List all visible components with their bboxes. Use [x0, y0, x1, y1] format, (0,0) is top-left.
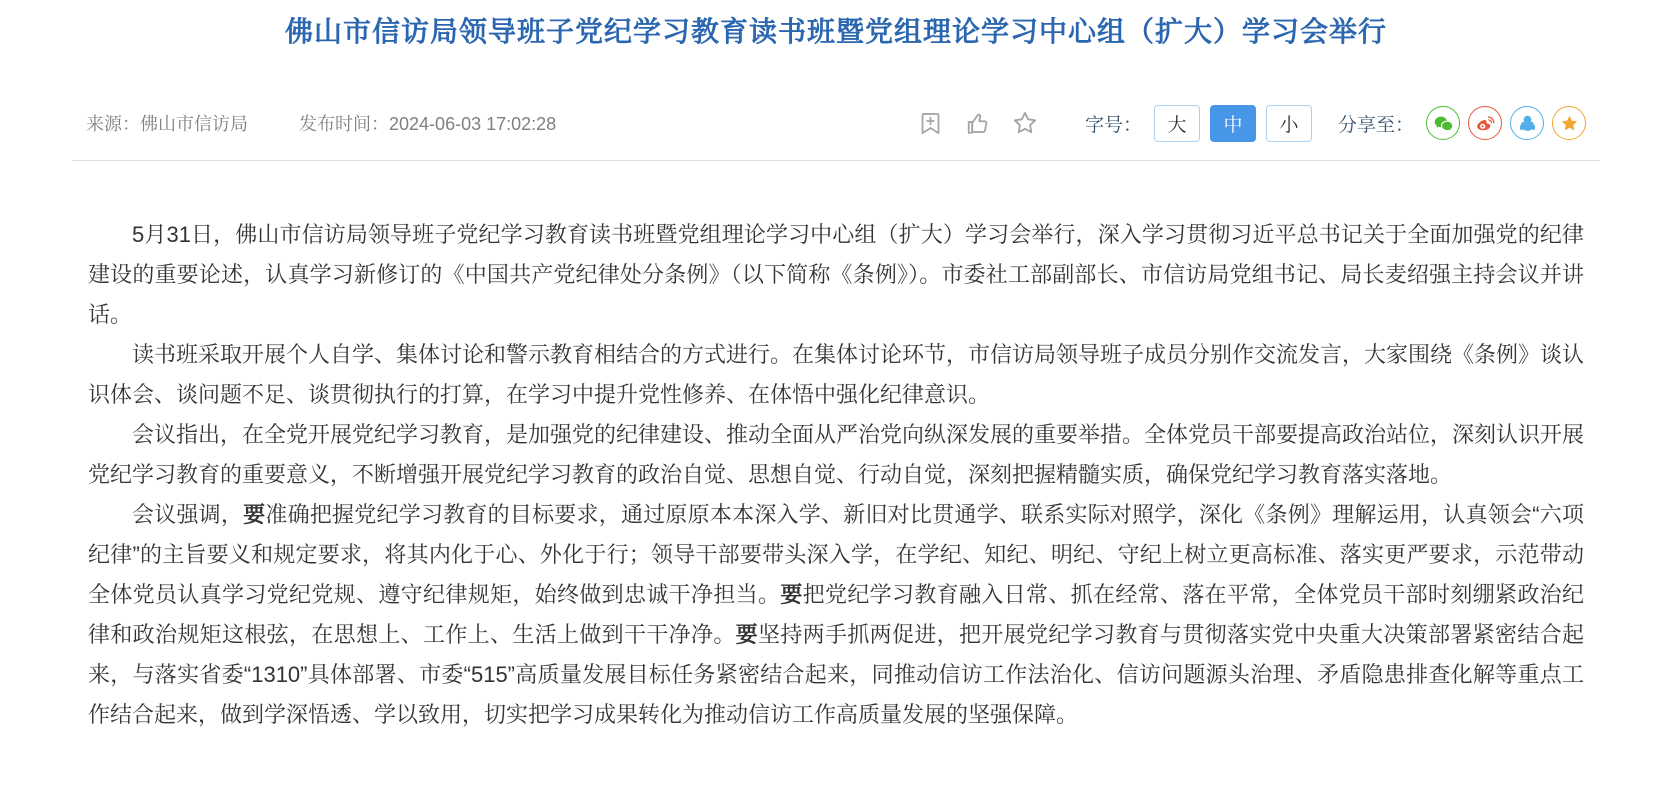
favorite-star-button[interactable] — [1011, 109, 1039, 137]
source-label: 来源： — [86, 114, 140, 134]
star-icon — [1011, 109, 1039, 137]
qzone-share-icon[interactable] — [1552, 106, 1586, 140]
text-segment: 把党纪学习教育融入日常、抓在经常、落在平常，全体党员干部时刻绷紧政治纪律和政治规矩这根弦，在思想上、工作上、生活上做到干干净净。 — [88, 582, 1584, 647]
text-segment: 会议指出，在全党开展党纪学习教育，是加强党的纪律建设、推动全面从严治党向纵深发展的重要举措。全体党员干部要提高政治站位，深刻认识开展党纪学习教育的重要意义，不断增强开展党纪学习教育的政治自觉、思想自觉、行动自觉，深刻把握精髓实质，确保党纪学习教育落实落地。 — [88, 422, 1585, 487]
wechat-logo-icon — [1433, 113, 1454, 134]
weibo-share-icon[interactable] — [1468, 106, 1502, 140]
page-title: 佛山市信访局领导班子党纪学习教育读书班暨党组理论学习中心组（扩大）学习会举行 — [284, 16, 1387, 47]
bookmark-add-button[interactable] — [917, 110, 944, 137]
thumbs-up-icon — [964, 110, 991, 137]
meta-bar — [72, 103, 1600, 143]
article-toolbar — [917, 105, 1586, 142]
source-value: 佛山市信访局 — [140, 114, 248, 134]
text-segment: 读书班采取开展个人自学、集体讨论和警示教育相结合的方式进行。在集体讨论环节，市信访局领导班子成员分别作交流发言，大家围绕《条例》谈认识体会、谈问题不足、谈贯彻执行的打算，在学习中提升党性修养、在体悟中强化纪律意识。 — [88, 342, 1585, 407]
text-segment: 坚持两手抓两促进，把开展党纪学习教育与贯彻落实党中央重大决策部署紧密结合起来，与落实省委“1310”具体部署、市委“515”高质量发展目标任务紧密结合起来，同推动信访工作法治化、信访问题源头治理、矛盾隐患排查化解等重点工作结合起来，做到学深悟透、学以致用，切实把学习成果转化为推动信访工作高质量发展的坚强保障。 — [88, 622, 1584, 727]
share-icons — [1426, 106, 1586, 140]
bold-text-segment: 要 — [735, 622, 758, 647]
publish-time-label: 发布时间： — [299, 114, 390, 134]
thumbs-up-button[interactable] — [964, 110, 991, 137]
text-segment: 准确把握党纪学习教育的目标要求，通过原原本本深入学、新旧对比贯通学、联系实际对照学，深化《条例》理解运用，认真领会“六项纪律”的主旨要义和规定要求，将其内化于心、外化于行；领导干部要带头深入学，在学纪、知纪、明纪、守纪上树立更高标准、落实更严要求，示范带动全体党员认真学习党纪党规、遵守纪律规矩，始终做到忠诚干净担当。 — [88, 502, 1584, 607]
wechat-share-icon[interactable] — [1426, 106, 1460, 140]
text-segment: 会议强调， — [132, 502, 244, 527]
article-body — [72, 215, 1600, 735]
qq-share-icon[interactable] — [1510, 106, 1544, 140]
bookmark-add-icon — [917, 110, 944, 137]
article-paragraph — [88, 335, 1584, 415]
font-size-label: 字号： — [1084, 114, 1142, 136]
font-size-options — [1154, 105, 1312, 142]
divider — [72, 160, 1600, 161]
qzone-star-icon — [1559, 113, 1580, 134]
text-segment: 5月31日，佛山市信访局领导班子党纪学习教育读书班暨党组理论学习中心组（扩大）学习会举行，深入学习贯彻习近平总书记关于全面加强党的纪律建设的重要论述，认真学习新修订的《中国共产党纪律处分条例》（以下简称《条例》）。市委社工部副部长、市信访局党组书记、局长麦绍强主持会议并讲话。 — [88, 222, 1584, 327]
font-size-large-button[interactable]: 大 — [1154, 105, 1200, 142]
article-paragraph — [88, 215, 1584, 335]
publish-time-value: 2024-06-03 17:02:28 — [389, 114, 557, 134]
article-page — [72, 13, 1600, 735]
article-paragraph — [88, 415, 1584, 495]
share-label: 分享至： — [1337, 114, 1414, 136]
qq-logo-icon — [1517, 113, 1538, 134]
article-meta — [86, 110, 556, 136]
bold-text-segment: 要 — [243, 502, 266, 527]
weibo-logo-icon — [1475, 113, 1496, 134]
article-paragraph — [88, 495, 1584, 735]
font-size-small-button[interactable]: 小 — [1266, 105, 1312, 142]
bold-text-segment: 要 — [780, 582, 803, 607]
font-size-medium-button[interactable]: 中 — [1210, 105, 1256, 142]
